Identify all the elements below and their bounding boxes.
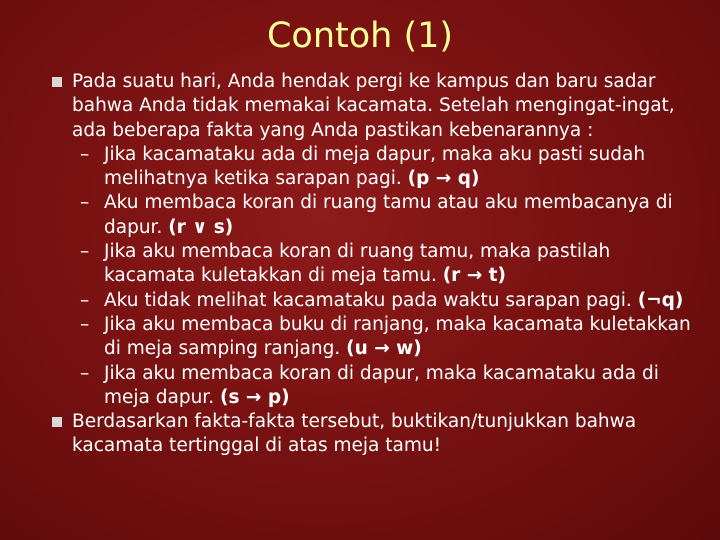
slide-title: Contoh (1) [266,16,454,56]
dash-marker: – [80,143,90,165]
dash-marker: – [80,192,90,214]
fact-item-3 [52,240,692,289]
fact-list [52,143,692,410]
slide-content [52,70,692,459]
fact-formula: (¬q) [637,289,684,311]
fact-text: Aku tidak melihat kacamataku pada waktu sarapan pagi. [104,289,638,311]
fact-text: Aku membaca koran di ruang tamu atau aku membacanya di dapur. [104,192,673,238]
fact-formula: (s → p) [219,386,290,408]
bullet-text-2: Berdasarkan fakta-fakta tersebut, buktikan/tunjukkan bahwa kacamata tertinggal di atas meja tamu! [72,411,637,457]
fact-text: Jika aku membaca koran di ruang tamu, maka pastilah kacamata kuletakkan di meja tamu. [104,241,611,287]
fact-item-2 [52,191,692,240]
dash-marker: – [80,313,90,335]
fact-text: Jika aku membaca koran di dapur, maka kacamataku ada di meja dapur. [104,362,659,408]
fact-formula: (r → t) [442,265,506,287]
bullet-item-1 [52,70,692,143]
fact-item-1 [52,143,692,192]
square-bullet-icon [52,77,62,87]
dash-marker: – [80,241,90,263]
fact-text: Jika kacamataku ada di meja dapur, maka aku pasti sudah melihatnya ketika sarapan pagi. [104,143,646,190]
dash-marker: – [80,362,90,384]
fact-text: Jika aku membaca buku di ranjang, maka kacamata kuletakkan di meja samping ranjang. [104,313,691,360]
fact-item-5 [52,313,692,362]
fact-item-6 [52,362,692,411]
fact-formula: (r ∨ s) [168,216,234,238]
bullet-text-1: Pada suatu hari, Anda hendak pergi ke kampus dan baru sadar bahwa Anda tidak memakai kacamata. Setelah mengingat-ingat, ada beberapa fakta yang Anda pastikan kebenarannya : [72,71,675,141]
square-bullet-icon [52,417,62,427]
dash-marker: – [80,289,90,311]
fact-item-4 [52,289,692,313]
fact-formula: (p → q) [407,168,480,190]
bullet-item-2 [52,410,692,459]
fact-formula: (u → w) [346,338,422,360]
